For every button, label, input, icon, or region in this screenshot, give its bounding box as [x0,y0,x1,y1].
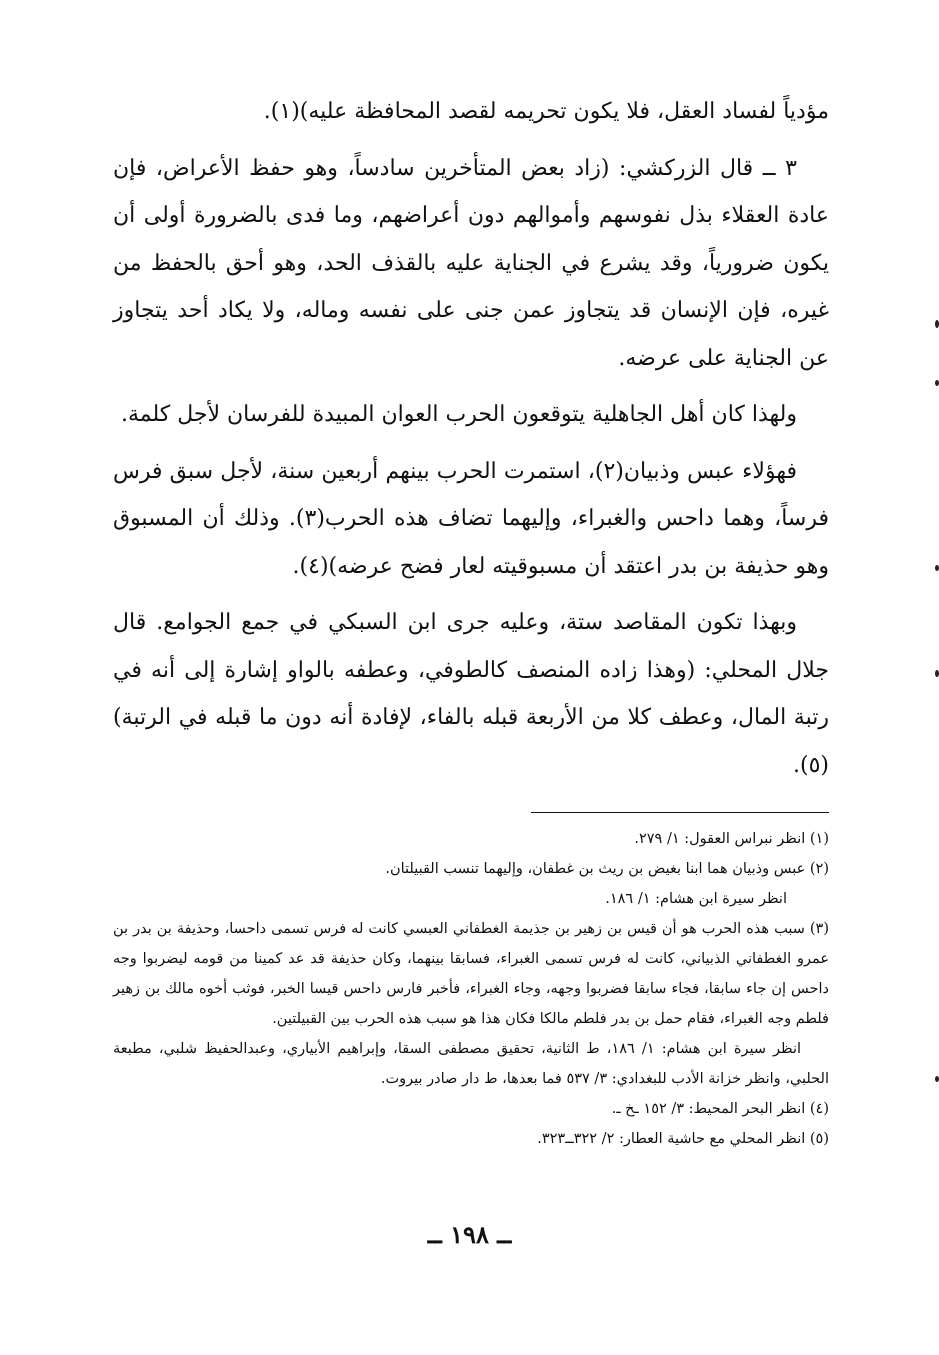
footnotes-block [113,824,829,1154]
scan-mark [935,670,939,677]
page-number: ــ ١٩٨ ــ [427,1220,512,1249]
footnote-5: (٥) انظر المحلي مع حاشية العطار: ٢/ ٣٢٢ــ٣٢٣. [537,1131,829,1147]
footnote-separator [531,812,829,813]
footnote-2-source: انظر سيرة ابن هشام: ١/ ١٨٦. [605,891,787,907]
main-text-block [113,88,829,798]
scan-mark [935,380,939,386]
paragraph-1: مؤدياً لفساد العقل، فلا يكون تحريمه لقصد المحافظة عليه)(١). [263,99,829,124]
paragraph-5: وبهذا تكون المقاصد ستة، وعليه جرى ابن السبكي في جمع الجوامع. قال جلال المحلي: (وهذا زاده المنصف كالطوفي، وعطفه بالواو إشارة إلى أنه في رتبة المال، وعطف كلا من الأربعة قبله بالفاء، لإفادة أنه دون ما قبله في الرتبة)(٥). [113,610,829,778]
footnote-3-source: انظر سيرة ابن هشام: ١/ ١٨٦، ط الثانية، تحقيق مصطفى السقا، وإبراهيم الأبياري، وعبدالحفيظ شلبي، مطبعة الحلبي، وانظر خزانة الأدب للبغدادي: ٣/ ٥٣٧ فما بعدها، ط دار صادر بيروت. [113,1041,829,1087]
scan-mark [935,1076,939,1082]
paragraph-3: ولهذا كان أهل الجاهلية يتوقعون الحرب العوان المبيدة للفرسان لأجل كلمة. [120,402,797,427]
scan-mark [935,565,939,571]
paragraph-4: فهؤلاء عبس وذبيان(٢)، استمرت الحرب بينهم أربعين سنة، لأجل سبق فرس فرساً، وهما داحس والغبراء، وإليهما تضاف هذه الحرب(٣). وذلك أن المسبوق وهو حذيفة بن بدر اعتقد أن مسبوقيته لعار فضح عرضه)(٤). [113,458,829,579]
footnote-1: (١) انظر نبراس العقول: ١/ ٢٧٩. [634,831,829,847]
footnote-4: (٤) انظر البحر المحيط: ٣/ ١٥٢ ـخ ـ. [611,1101,829,1117]
footnote-2: (٢) عبس وذبيان هما ابنا بغيض بن ريث بن غطفان، وإليهما تنسب القبيلتان. [385,861,829,877]
paragraph-2: ٣ ــ قال الزركشي: (زاد بعض المتأخرين سادساً، وهو حفظ الأعراض، فإن عادة العقلاء بذل نفوسهم وأموالهم دون أعراضهم، وما فدى بالضرورة أولى أن يكون ضرورياً، وقد يشرع في الجناية عليه بالقذف الحد، وهو أحق بالحفظ من غيره، فإن الإنسان قد يتجاوز عمن جنى على نفسه وماله، ولا يكاد أحد يتجاوز عن الجناية على عرضه. [113,155,829,371]
scan-mark [935,320,939,328]
footnote-3: (٣) سبب هذه الحرب هو أن قيس بن زهير بن جذيمة الغطفاني العبسي كانت له فرس تسمى داحسا، وحذيفة بن بدر بن عمرو الغطفاني الذبياني، كانت له فرس تسمى الغبراء، فسابقا بينهما، وكان حذيفة قد عد كمينا من قومه ليضربوا وجه داحس إن جاء سابقا، فجاء سابقا فضربوا وجهه، وجاء الغبراء، فأخبر فارس داحس قيسا الخبر، فوثب أخوه مالك بن زهير فلطم وجه الغبراء، فقام حمل بن بدر فلطم مالكا فكان هذا هو سبب هذه الحرب بين القبيلتين. [113,921,829,1027]
